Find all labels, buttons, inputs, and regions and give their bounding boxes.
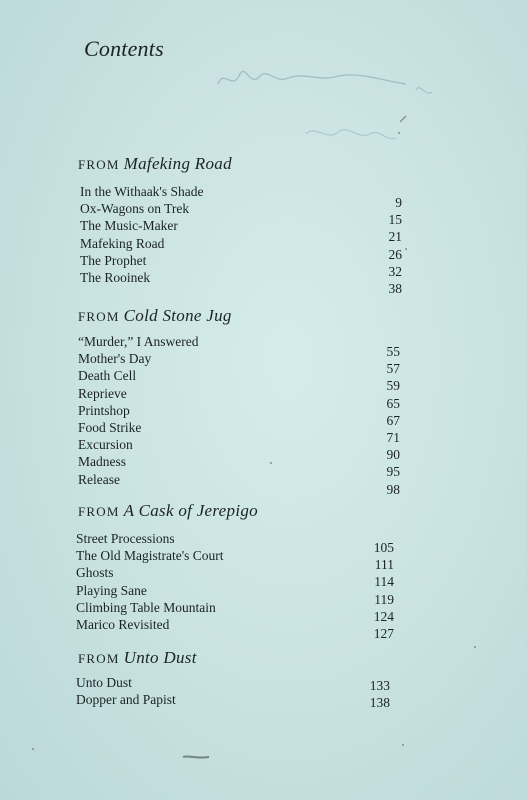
page-number: 67	[386, 412, 400, 428]
page-number: 114	[374, 574, 394, 590]
story-title: The Old Magistrate's Court	[76, 548, 224, 564]
paper-speck	[398, 132, 400, 134]
paper-speck	[32, 748, 34, 750]
story-list	[78, 333, 199, 488]
page-number: 71	[386, 429, 400, 445]
page-number: 95	[386, 464, 400, 480]
story-title: Climbing Table Mountain	[76, 599, 216, 615]
story-title: Madness	[78, 454, 126, 470]
story-list	[76, 530, 224, 633]
page-number: 98	[386, 481, 400, 497]
page-number: 119	[374, 591, 394, 607]
story-title: The Rooinek	[80, 269, 151, 285]
story-title: Release	[78, 471, 120, 487]
section-heading-cask-of-jerepigo	[78, 501, 258, 521]
story-title: The Music-Maker	[80, 218, 178, 234]
page-number: 105	[373, 540, 394, 555]
section-prefix: FROM	[78, 157, 120, 172]
book-title: Cold Stone Jug	[123, 306, 232, 325]
story-list	[76, 674, 176, 708]
page-number: 90	[386, 447, 400, 463]
section-prefix: FROM	[78, 309, 120, 324]
story-title: “Murder,” I Answered	[78, 334, 199, 349]
page-number: 21	[388, 229, 402, 245]
page-number: 15	[388, 212, 402, 228]
page-number: 111	[374, 557, 394, 573]
page-number: 57	[386, 361, 400, 377]
page-number-list	[348, 677, 390, 711]
paper-speck	[270, 462, 272, 464]
page-number: 59	[386, 378, 400, 394]
page-number: 26	[388, 246, 402, 262]
story-title: In the Withaak's Shade	[80, 184, 204, 199]
page-number: 9	[395, 195, 402, 210]
book-title: A Cask of Jerepigo	[123, 501, 258, 520]
page-number: 32	[388, 263, 402, 279]
section-prefix: FROM	[78, 504, 120, 519]
ink-smudge	[182, 754, 210, 760]
story-title: Mafeking Road	[80, 235, 165, 251]
paper-speck	[405, 248, 407, 250]
section-prefix: FROM	[78, 651, 120, 666]
page-number: 38	[388, 280, 402, 296]
paper-speck	[474, 646, 476, 648]
story-title: Food Strike	[78, 419, 142, 435]
story-title: Street Processions	[76, 531, 175, 546]
page-number: 133	[369, 678, 390, 693]
book-title: Unto Dust	[123, 648, 197, 667]
section-heading-unto-dust	[78, 648, 197, 668]
section-heading-cold-stone-jug	[78, 306, 232, 326]
page-number: 65	[386, 395, 400, 411]
story-title: The Prophet	[80, 252, 147, 268]
story-list	[80, 183, 203, 286]
page-number: 124	[373, 608, 394, 624]
story-title: Unto Dust	[76, 675, 132, 690]
story-title: Ox-Wagons on Trek	[80, 201, 190, 217]
story-title: Ghosts	[76, 565, 114, 581]
page-number-list	[360, 194, 402, 297]
page-number: 138	[369, 695, 390, 711]
page-number: 127	[373, 625, 394, 641]
story-title: Marico Revisited	[76, 616, 170, 632]
paper-speck	[402, 744, 404, 746]
story-title: Excursion	[78, 437, 133, 453]
story-title: Playing Sane	[76, 582, 147, 598]
page-number-list	[352, 539, 394, 642]
page-number-list	[358, 343, 400, 498]
section-heading-mafeking-road	[78, 154, 232, 174]
page-number: 55	[386, 344, 400, 359]
story-title: Dopper and Papist	[76, 692, 176, 708]
story-title: Reprieve	[78, 385, 127, 401]
story-title: Mother's Day	[78, 351, 152, 367]
story-title: Death Cell	[78, 368, 137, 384]
story-title: Printshop	[78, 402, 130, 418]
book-title: Mafeking Road	[123, 154, 232, 173]
pencil-scribble	[210, 62, 450, 172]
page-title: Contents	[84, 36, 164, 61]
